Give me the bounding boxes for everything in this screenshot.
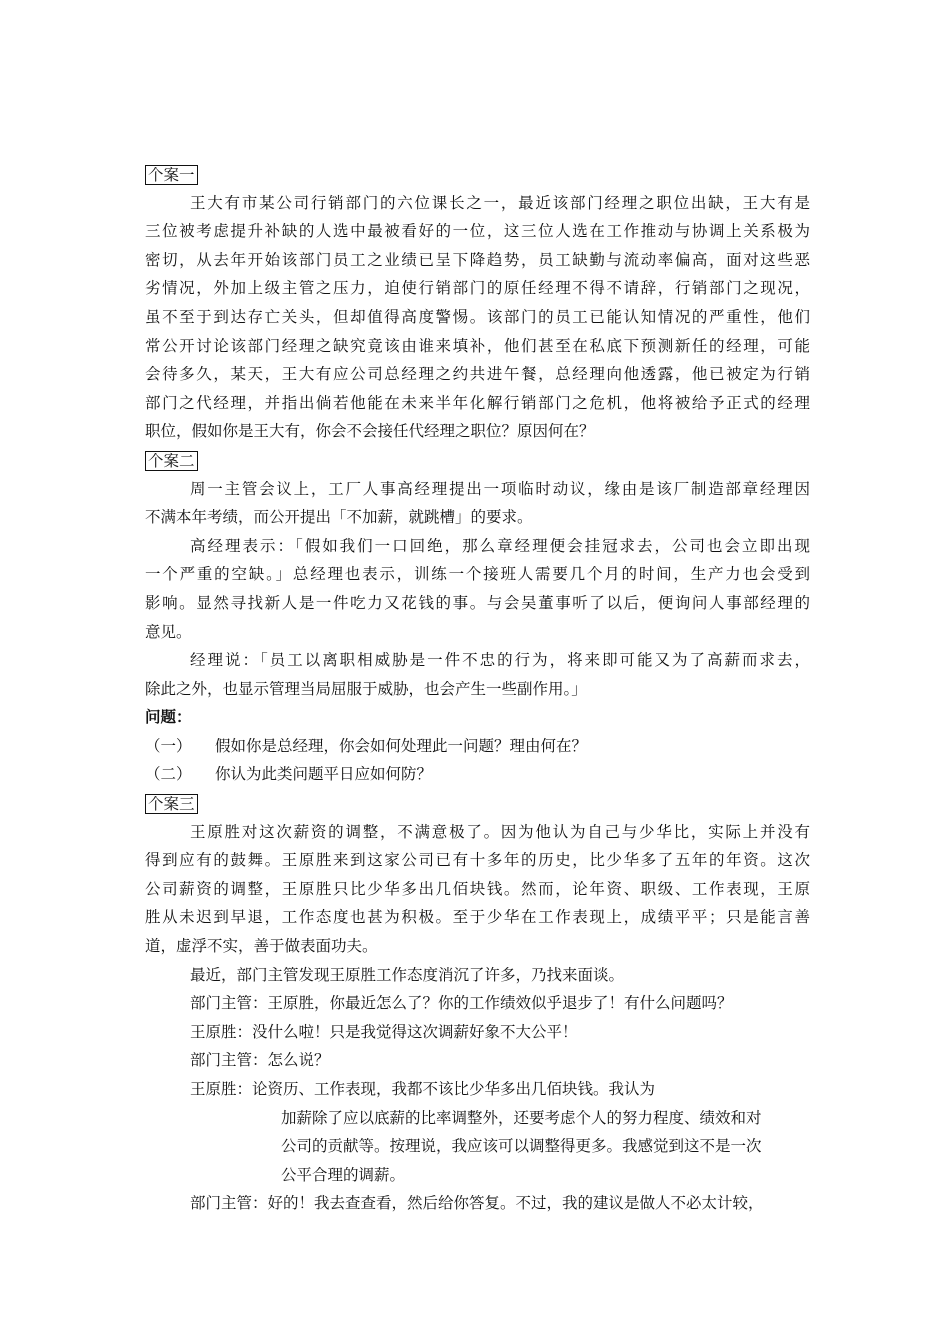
question-item bbox=[145, 760, 810, 789]
paragraph-line: 密切，从去年开始该部门员工之业绩已呈下降趋势，员工缺勤与流动率偏高，面对这些恶 bbox=[145, 250, 810, 269]
paragraph-line: 一个严重的空缺。」总经理也表示，训练一个接班人需要几个月的时间，生产力也会受到 bbox=[145, 565, 810, 584]
paragraph-line: 职位，假如你是王大有，你会不会接任代经理之职位？原因何在？ bbox=[145, 422, 595, 441]
case-label: 个案二 bbox=[145, 451, 198, 471]
question-text: 你认为此类问题平日应如何防？ bbox=[215, 765, 433, 784]
case2-heading bbox=[145, 446, 810, 475]
paragraph-line: 三位被考虑提升补缺的人选中最被看好的一位，这三位人选在工作推动与协调上关系极为 bbox=[145, 222, 810, 241]
question-text: 假如你是总经理，你会如何处理此一问题？理由何在？ bbox=[215, 736, 588, 755]
dialogue-line: 王原胜：论资历、工作表现，我都不该比少华多出几佰块钱。我认为 bbox=[190, 1080, 656, 1098]
paragraph-line: 常公开讨论该部门经理之缺究竟该由谁来填补，他们甚至在私底下预测新任的经理，可能 bbox=[145, 336, 810, 355]
paragraph-line: 影响。显然寻找新人是一件吃力又花钱的事。与会吴董事听了以后，便询问人事部经理的 bbox=[145, 593, 810, 612]
paragraph-line: 劣情况，外加上级主管之压力，迫使行销部门的原任经理不得不请辞，行销部门之现况， bbox=[145, 279, 810, 298]
question-item bbox=[145, 732, 810, 761]
paragraph-line: 经理说：「员工以离职相威胁是一件不忠的行为，将来即可能又为了高薪而求去， bbox=[190, 651, 810, 670]
paragraph-line: 虽不至于到达存亡关头，但却值得高度警惕。该部门的员工已能认知情况的严重性，他们 bbox=[145, 307, 810, 326]
question-number: （一） bbox=[145, 736, 192, 755]
paragraph-line: 王大有市某公司行销部门的六位课长之一，最近该部门经理之职位出缺，王大有是 bbox=[190, 193, 810, 212]
dialogue-continuation: 公司的贡献等。按理说，我应该可以调整得更多。我感觉到这不是一次 bbox=[281, 1137, 762, 1156]
dialogue-line: 王原胜：没什么啦！只是我觉得这次调薪好象不大公平！ bbox=[190, 1022, 578, 1041]
dialogue-line: 部门主管：怎么说？ bbox=[190, 1051, 330, 1070]
paragraph-line: 胜从未迟到早退，工作态度也甚为积极。至于少华在工作表现上，成绩平平；只是能言善 bbox=[145, 908, 810, 927]
dialogue-continuation: 加薪除了应以底薪的比率调整外，还要考虑个人的努力程度、绩效和对 bbox=[281, 1108, 762, 1127]
dialogue-line: 部门主管：王原胜，你最近怎么了？你的工作绩效似乎退步了！有什么问题吗？ bbox=[190, 994, 733, 1013]
case-label: 个案一 bbox=[145, 165, 198, 185]
dialogue-continuation: 公平合理的调薪。 bbox=[281, 1165, 406, 1184]
paragraph-line: 除此之外，也显示管理当局屈服于威胁，也会产生一些副作用。」 bbox=[145, 679, 587, 698]
questions-heading: 问题： bbox=[145, 707, 192, 727]
question-number: （二） bbox=[145, 765, 192, 784]
paragraph-line: 得到应有的鼓舞。王原胜来到这家公司已有十多年的历史，比少华多了五年的年资。这次 bbox=[145, 851, 810, 870]
dialogue-line: 部门主管：好的！我去查查看，然后给你答复。不过，我的建议是做人不必太计较， bbox=[190, 1194, 764, 1213]
paragraph-line: 意见。 bbox=[145, 622, 192, 641]
paragraph-line: 部门之代经理，并指出倘若他能在未来半年化解行销部门之危机，他将被给予正式的经理 bbox=[145, 393, 810, 412]
paragraph-line: 会待多久，某天，王大有应公司总经理之约共进午餐，总经理向他透露，他已被定为行销 bbox=[145, 365, 810, 384]
document-body bbox=[145, 160, 810, 1218]
paragraph-line: 王原胜对这次薪资的调整，不满意极了。因为他认为自己与少华比，实际上并没有 bbox=[190, 822, 810, 841]
paragraph-line: 最近，部门主管发现王原胜工作态度消沉了许多，乃找来面谈。 bbox=[190, 965, 625, 984]
case3-heading bbox=[145, 789, 810, 818]
case-label: 个案三 bbox=[145, 794, 198, 814]
paragraph-line: 周一主管会议上，工厂人事高经理提出一项临时动议，缘由是该厂制造部章经理因 bbox=[190, 479, 810, 498]
case1-heading bbox=[145, 160, 810, 189]
paragraph-line: 不满本年考绩，而公开提出「不加薪，就跳槽」的要求。 bbox=[145, 508, 533, 527]
paragraph-line: 高经理表示：「假如我们一口回绝，那么章经理便会挂冠求去，公司也会立即出现 bbox=[190, 536, 810, 555]
paragraph-line: 公司薪资的调整，王原胜只比少华多出几佰块钱。然而，论年资、职级、工作表现，王原 bbox=[145, 879, 810, 898]
paragraph-line: 道，虚浮不实，善于做表面功夫。 bbox=[145, 937, 378, 956]
